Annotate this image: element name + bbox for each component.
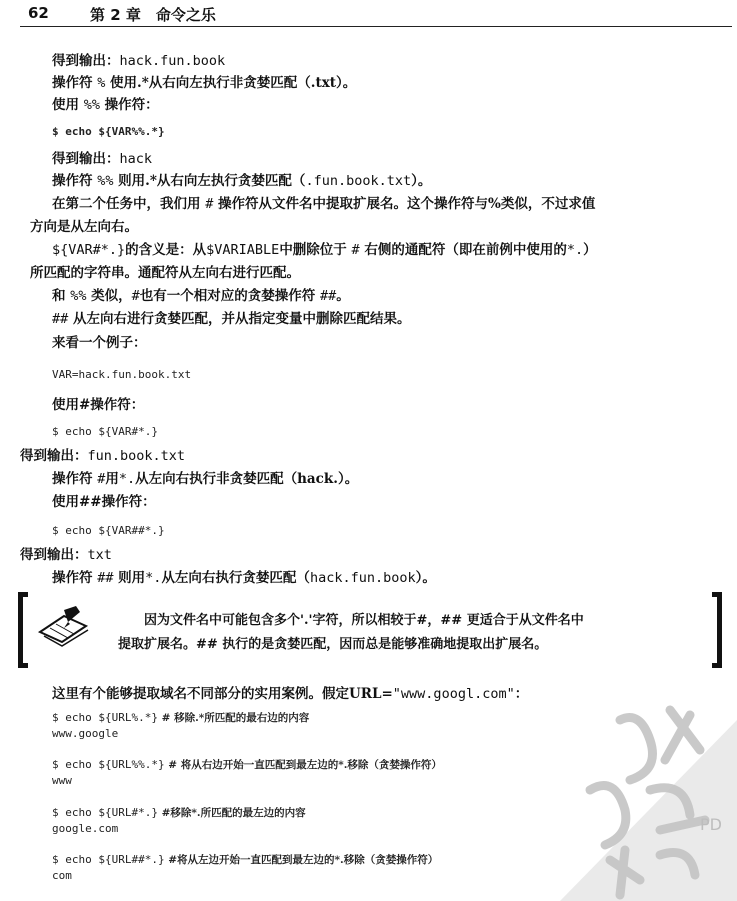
text-line bbox=[52, 310, 410, 328]
label: 得到输出： bbox=[20, 547, 88, 563]
comment: #移除*.所匹配的最左边的内容 bbox=[157, 807, 306, 819]
code-inline: %% bbox=[70, 288, 87, 304]
text-line bbox=[52, 96, 159, 114]
label: ）。 bbox=[415, 570, 436, 586]
pencil-note-icon bbox=[34, 602, 94, 648]
label: 使用.*从右向左执行非贪婪匹配（.txt）。 bbox=[105, 75, 357, 91]
text-line bbox=[52, 52, 225, 70]
label: 操作符 bbox=[52, 173, 98, 189]
label: ） bbox=[583, 242, 597, 258]
label: 则用.*从右向左执行贪婪匹配（ bbox=[113, 173, 306, 189]
code-output: www.google bbox=[52, 727, 119, 740]
label: 和 bbox=[52, 288, 71, 304]
text-line bbox=[52, 172, 431, 190]
code-output: google.com bbox=[52, 822, 119, 835]
code-inline: txt bbox=[87, 547, 112, 563]
command: $ echo ${URL#*.} bbox=[52, 806, 158, 819]
code-line: VAR=hack.fun.book.txt bbox=[52, 368, 192, 381]
label: 也有一个相对应的贪婪操作符 bbox=[139, 288, 321, 304]
code-inline: hack.fun.book bbox=[119, 53, 226, 69]
page-number: 62 bbox=[28, 4, 49, 22]
code-inline: fun.book.txt bbox=[87, 448, 186, 464]
label: 。 bbox=[336, 288, 350, 304]
code-inline: %% bbox=[83, 97, 100, 113]
watermark-text: PD bbox=[700, 815, 722, 834]
code-inline: .fun.book.txt bbox=[305, 173, 412, 189]
code-inline: ${VAR#*.} bbox=[52, 242, 126, 258]
label: ： bbox=[514, 686, 529, 702]
code-inline: "www.googl.com" bbox=[392, 686, 515, 702]
code-inline: # bbox=[351, 242, 360, 258]
code-inline: *. bbox=[145, 570, 162, 586]
page-header bbox=[20, 4, 732, 27]
code-inline: # bbox=[205, 196, 214, 212]
tip-text-line-2: 提取扩展名。## 执行的是贪婪匹配，因而总是能够准确地提取出扩展名。 bbox=[118, 637, 548, 652]
label: 得到输出： bbox=[52, 53, 120, 69]
label: 则用 bbox=[113, 570, 146, 586]
label: 操作符 bbox=[52, 471, 98, 487]
text-line bbox=[52, 74, 356, 92]
right-bracket bbox=[712, 592, 722, 668]
label: 得到输出： bbox=[20, 448, 88, 464]
code-line bbox=[52, 853, 438, 867]
text-line bbox=[52, 569, 436, 587]
label: ）。 bbox=[411, 173, 432, 189]
label: 操作符： bbox=[99, 97, 159, 113]
label: 的含义是：从 bbox=[125, 242, 207, 258]
comment: # 将从右边开始一直匹配到最左边的*.移除（贪婪操作符） bbox=[164, 759, 442, 771]
text-line: 所匹配的字符串。通配符从左向右进行匹配。 bbox=[30, 265, 300, 281]
command: $ echo ${URL##*.} bbox=[52, 853, 165, 866]
text-line: 使用#操作符： bbox=[52, 397, 145, 413]
label: 使用 bbox=[52, 97, 84, 113]
code-line bbox=[52, 758, 442, 772]
label: 这里有个能够提取域名不同部分的实用案例。假定URL= bbox=[52, 686, 393, 702]
chapter-title: 第 2 章 命令之乐 bbox=[90, 6, 216, 24]
comment: # 移除.*所匹配的最右边的内容 bbox=[157, 712, 310, 724]
code-line bbox=[52, 806, 306, 820]
code-line: $ echo ${VAR%%.*} bbox=[52, 125, 165, 138]
code-inline: *. bbox=[118, 471, 136, 487]
label: 从左向右执行贪婪匹配（ bbox=[161, 570, 310, 586]
text-line bbox=[52, 685, 528, 703]
code-inline: %% bbox=[97, 173, 114, 189]
label: 右侧的通配符（即在前例中使用的 bbox=[359, 242, 567, 258]
label: 操作符 bbox=[52, 75, 98, 91]
tip-text-line-1: 因为文件名中可能包含多个'.'字符，所以相较于#，## 更适合于从文件名中 bbox=[144, 613, 584, 628]
code-inline: $VARIABLE bbox=[206, 242, 280, 258]
label: 操作符从文件名中提取扩展名。这个操作符与%类似，不过求值 bbox=[213, 196, 596, 212]
code-inline: ## bbox=[97, 570, 114, 586]
text-line: 方向是从左向右。 bbox=[30, 219, 138, 235]
label: 操作符 bbox=[52, 570, 98, 586]
text-line bbox=[52, 287, 350, 305]
left-bracket bbox=[18, 592, 28, 668]
label: 类似， bbox=[86, 288, 132, 304]
code-output: com bbox=[52, 869, 72, 882]
label: 在第二个任务中，我们用 bbox=[52, 196, 206, 212]
text-line bbox=[52, 195, 595, 213]
text-line bbox=[52, 470, 358, 488]
label: 从左向右执行非贪婪匹配（hack.）。 bbox=[135, 471, 359, 487]
text-line bbox=[20, 546, 112, 564]
command: $ echo ${URL%.*} bbox=[52, 711, 158, 724]
text-line bbox=[52, 241, 597, 259]
code-inline: % bbox=[97, 75, 106, 91]
label: 得到输出： bbox=[52, 151, 120, 167]
text-line bbox=[52, 150, 152, 168]
code-inline: # bbox=[97, 471, 106, 487]
label: 用 bbox=[105, 471, 119, 487]
code-inline: ## bbox=[52, 311, 69, 327]
code-inline: hack bbox=[119, 151, 153, 167]
code-line bbox=[52, 711, 309, 725]
text-line: 来看一个例子： bbox=[52, 335, 147, 351]
code-inline: ## bbox=[320, 288, 337, 304]
text-line: 使用##操作符： bbox=[52, 494, 156, 510]
comment: #将从左边开始一直匹配到最左边的*.移除（贪婪操作符） bbox=[164, 854, 439, 866]
code-line: $ echo ${VAR#*.} bbox=[52, 425, 158, 438]
label: 中删除位于 bbox=[279, 242, 352, 258]
code-inline: hack.fun.book bbox=[309, 570, 416, 586]
text-line bbox=[20, 447, 185, 465]
seal-watermark bbox=[500, 680, 737, 901]
label: 从左向右进行贪婪匹配，并从指定变量中删除匹配结果。 bbox=[68, 311, 411, 327]
code-inline: *. bbox=[566, 242, 584, 258]
code-output: www bbox=[52, 774, 72, 787]
command: $ echo ${URL%%.*} bbox=[52, 758, 165, 771]
code-line: $ echo ${VAR##*.} bbox=[52, 524, 165, 537]
code-inline: # bbox=[131, 288, 140, 304]
tip-box bbox=[18, 592, 722, 672]
